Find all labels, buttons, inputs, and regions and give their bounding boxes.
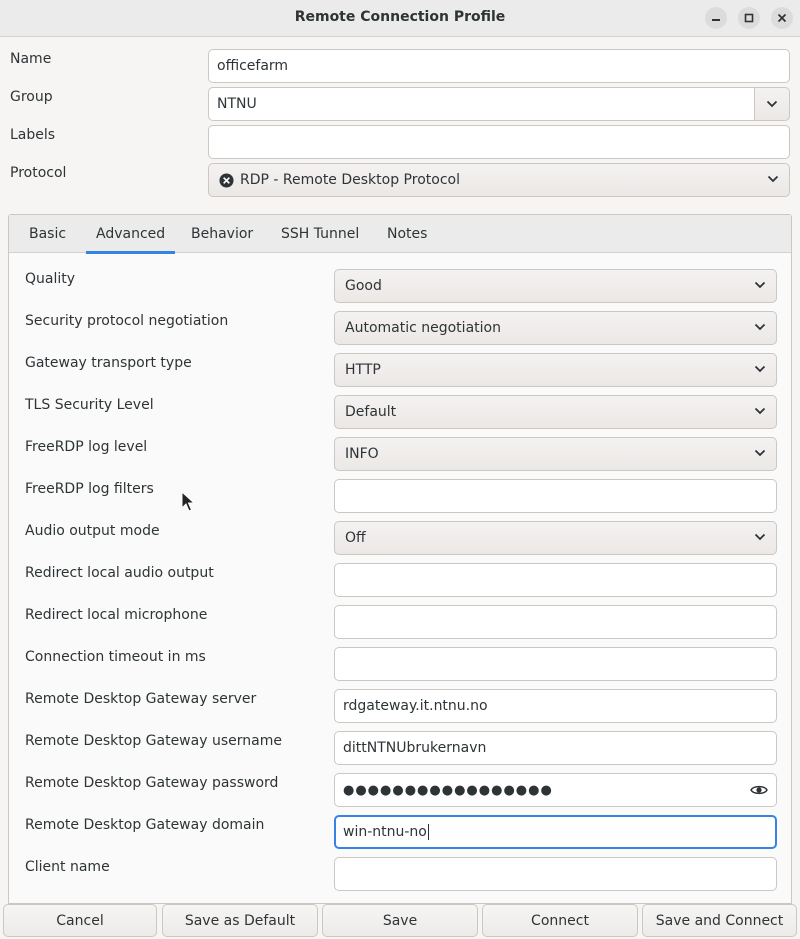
- chevron-down-icon: [766, 100, 778, 108]
- tab-advanced-label: Advanced: [96, 226, 166, 242]
- audio-output-select[interactable]: [334, 521, 777, 555]
- minimize-button[interactable]: [705, 7, 727, 29]
- text-caret: [428, 824, 429, 840]
- eye-icon[interactable]: [750, 782, 768, 798]
- action-bar: [0, 903, 800, 939]
- group-input-value: NTNU: [217, 96, 257, 112]
- tab-advanced[interactable]: [86, 215, 175, 253]
- group-dropdown-button[interactable]: [754, 87, 790, 121]
- redirect-mic-input[interactable]: [334, 605, 777, 639]
- gateway-transport-value: HTTP: [345, 362, 381, 378]
- chevron-down-icon: [754, 281, 766, 289]
- security-negotiation-label: Security protocol negotiation: [25, 313, 229, 329]
- security-negotiation-value: Automatic negotiation: [345, 320, 501, 336]
- tab-notes-label: Notes: [387, 226, 428, 242]
- save-as-default-button[interactable]: Save as Default: [162, 904, 318, 937]
- gateway-domain-input[interactable]: [334, 815, 777, 849]
- gateway-transport-label: Gateway transport type: [25, 355, 192, 371]
- gateway-transport-select[interactable]: [334, 353, 777, 387]
- timeout-input[interactable]: [334, 647, 777, 681]
- labels-label: Labels: [10, 127, 56, 143]
- tab-behavior[interactable]: [181, 215, 263, 253]
- close-icon: [777, 13, 787, 23]
- labels-input[interactable]: [208, 125, 790, 159]
- timeout-label: Connection timeout in ms: [25, 649, 206, 665]
- close-button[interactable]: [771, 7, 793, 29]
- settings-notebook: [8, 214, 792, 904]
- redirect-audio-input[interactable]: [334, 563, 777, 597]
- log-filters-input[interactable]: [334, 479, 777, 513]
- gateway-server-input[interactable]: [334, 689, 777, 723]
- chevron-down-icon: [767, 175, 779, 183]
- redirect-mic-label: Redirect local microphone: [25, 607, 208, 623]
- gateway-domain-value: win-ntnu-no: [343, 824, 427, 840]
- gateway-password-value: ●●●●●●●●●●●●●●●●●: [343, 782, 553, 798]
- log-level-value: INFO: [345, 446, 379, 462]
- save-button[interactable]: Save: [322, 904, 478, 937]
- log-level-label: FreeRDP log level: [25, 439, 148, 455]
- gateway-username-input[interactable]: [334, 731, 777, 765]
- connect-button[interactable]: Connect: [482, 904, 638, 937]
- quality-select[interactable]: [334, 269, 777, 303]
- audio-output-value: Off: [345, 530, 366, 546]
- chevron-down-icon: [754, 365, 766, 373]
- redirect-audio-label: Redirect local audio output: [25, 565, 214, 581]
- quality-value: Good: [345, 278, 382, 294]
- maximize-icon: [744, 13, 754, 23]
- chevron-down-icon: [754, 407, 766, 415]
- log-filters-label: FreeRDP log filters: [25, 481, 154, 497]
- name-input[interactable]: [208, 49, 790, 83]
- security-negotiation-select[interactable]: [334, 311, 777, 345]
- cancel-button[interactable]: Cancel: [3, 904, 157, 937]
- gateway-username-value: dittNTNUbrukernavn: [343, 740, 487, 756]
- tab-basic-label: Basic: [29, 226, 67, 242]
- tab-ssh-tunnel-label: SSH Tunnel: [281, 226, 360, 242]
- log-level-select[interactable]: [334, 437, 777, 471]
- gateway-domain-label: Remote Desktop Gateway domain: [25, 817, 265, 833]
- tls-security-select[interactable]: [334, 395, 777, 429]
- window-title: Remote Connection Profile: [294, 9, 506, 25]
- tab-bar: [9, 215, 791, 253]
- name-label: Name: [10, 51, 52, 67]
- rdp-icon: [219, 173, 234, 188]
- gateway-username-label: Remote Desktop Gateway username: [25, 733, 282, 749]
- tab-notes[interactable]: [377, 215, 437, 253]
- chevron-down-icon: [754, 533, 766, 541]
- group-label: Group: [10, 89, 53, 105]
- quality-label: Quality: [25, 271, 76, 287]
- tls-security-value: Default: [345, 404, 397, 420]
- audio-output-label: Audio output mode: [25, 523, 160, 539]
- client-name-input[interactable]: [334, 857, 777, 891]
- client-name-label: Client name: [25, 859, 110, 875]
- protocol-label: Protocol: [10, 165, 67, 181]
- gateway-server-value: rdgateway.it.ntnu.no: [343, 698, 488, 714]
- maximize-button[interactable]: [738, 7, 760, 29]
- tab-ssh-tunnel[interactable]: [271, 215, 369, 253]
- chevron-down-icon: [754, 323, 766, 331]
- gateway-password-input[interactable]: [334, 773, 777, 807]
- protocol-select[interactable]: [208, 163, 790, 197]
- gateway-password-label: Remote Desktop Gateway password: [25, 775, 279, 791]
- protocol-value: RDP - Remote Desktop Protocol: [240, 172, 460, 188]
- chevron-down-icon: [754, 449, 766, 457]
- group-input[interactable]: [208, 87, 754, 121]
- minimize-icon: [711, 13, 721, 23]
- tls-security-label: TLS Security Level: [25, 397, 154, 413]
- mouse-pointer-icon: [181, 491, 195, 513]
- tab-basic[interactable]: [19, 215, 76, 253]
- tab-behavior-label: Behavior: [191, 226, 254, 242]
- group-combo[interactable]: [208, 87, 790, 121]
- title-bar: [0, 0, 800, 37]
- gateway-server-label: Remote Desktop Gateway server: [25, 691, 257, 707]
- save-and-connect-button[interactable]: Save and Connect: [642, 904, 797, 937]
- name-input-value: officefarm: [217, 58, 289, 74]
